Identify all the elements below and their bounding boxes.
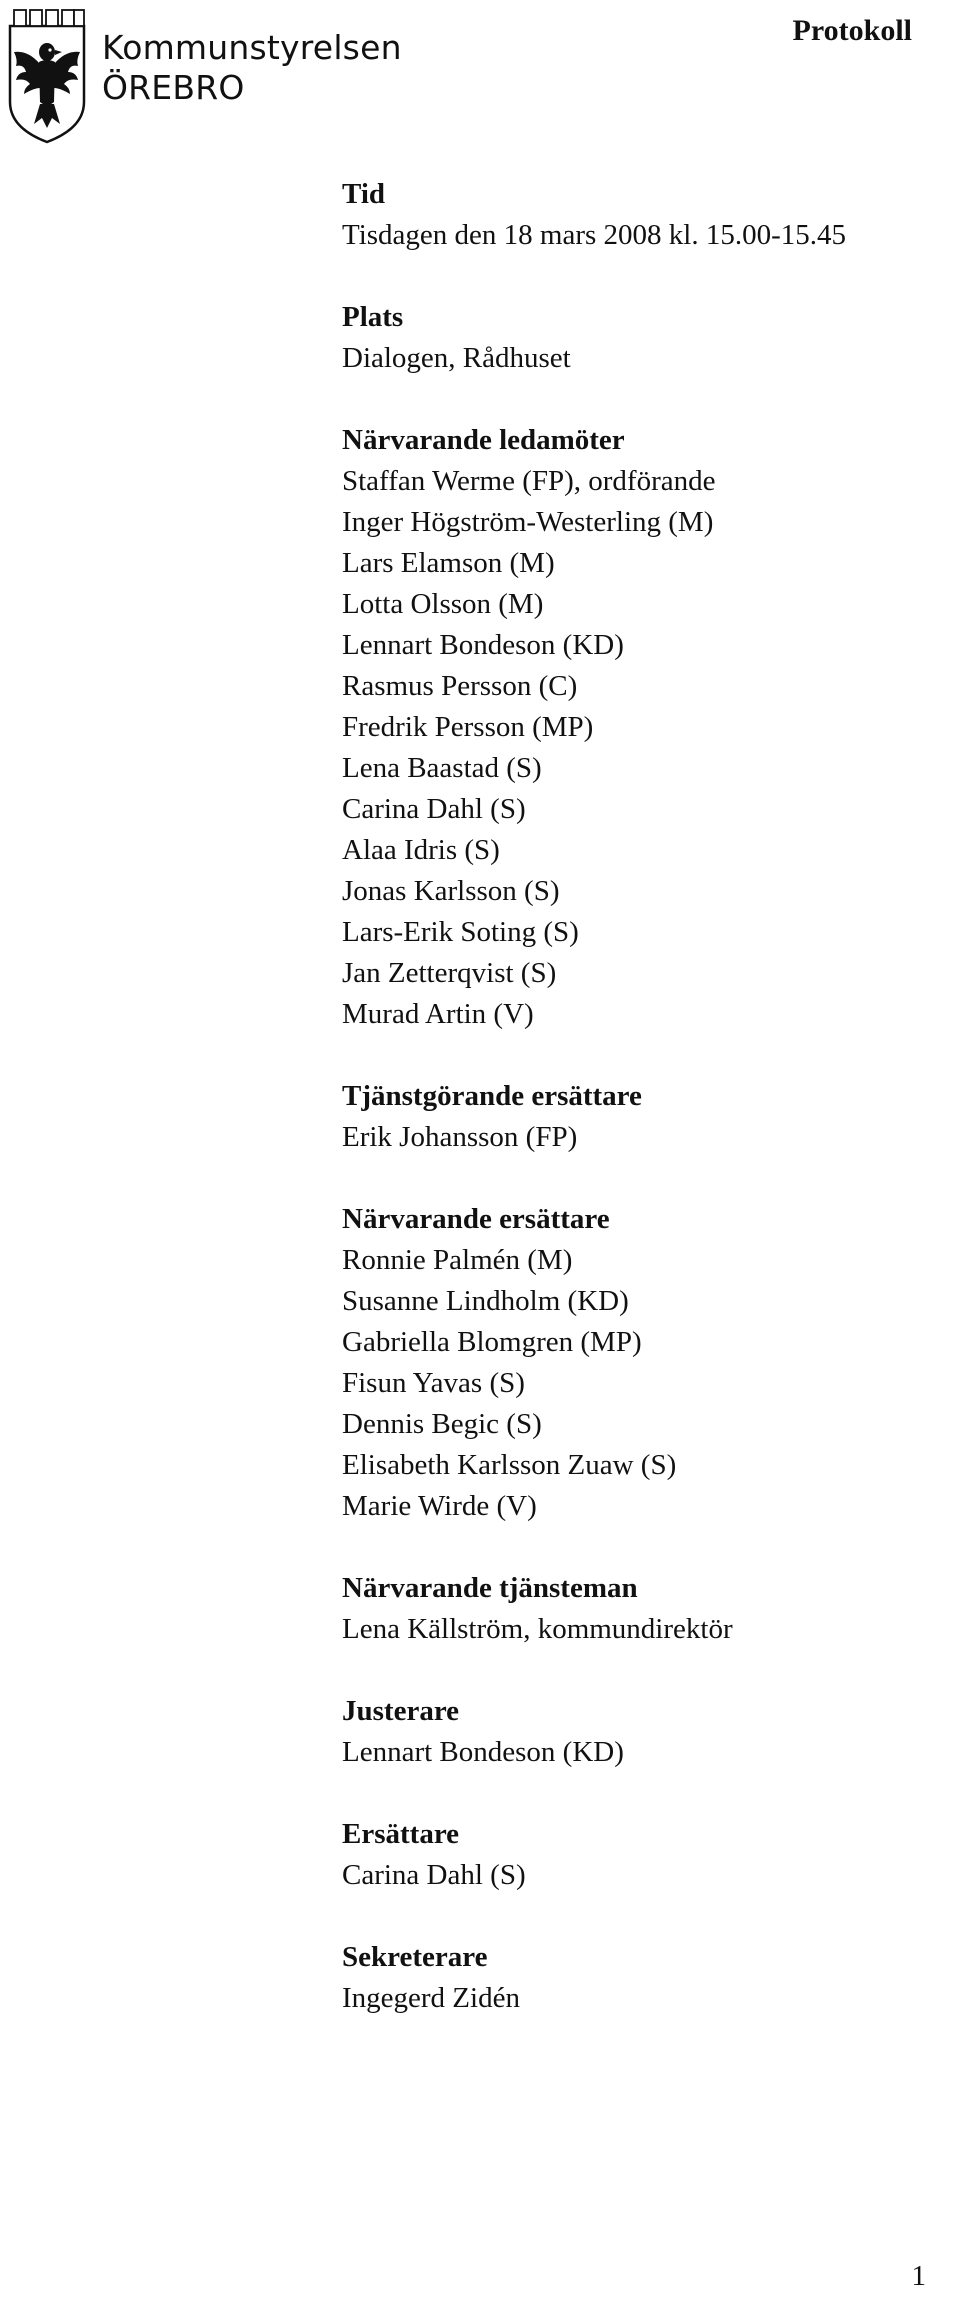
member-line: Ronnie Palmén (M) (342, 1244, 573, 1276)
logo (4, 6, 404, 146)
member-line: Rasmus Persson (C) (342, 670, 578, 702)
section-heading: Närvarande ledamöter (342, 424, 625, 456)
document-type: Protokoll (792, 14, 912, 47)
section-heading: Plats (342, 301, 404, 333)
member-line: Fredrik Persson (MP) (342, 711, 594, 743)
member-line: Ingegerd Zidén (342, 1982, 520, 2014)
member-line: Carina Dahl (S) (342, 793, 526, 825)
section-tid (342, 174, 942, 256)
section-plats (342, 297, 942, 379)
section-line: Dialogen, Rådhuset (342, 342, 571, 374)
member-line: Lotta Olsson (M) (342, 588, 544, 620)
section-sekreterare (342, 1937, 942, 2019)
member-line: Gabriella Blomgren (MP) (342, 1326, 642, 1358)
member-line: Erik Johansson (FP) (342, 1121, 578, 1153)
section-heading: Sekreterare (342, 1941, 488, 1973)
member-line: Jonas Karlsson (S) (342, 875, 560, 907)
organisation-line-2: ÖREBRO (102, 68, 245, 107)
member-line: Fisun Yavas (S) (342, 1367, 525, 1399)
member-line: Lena Baastad (S) (342, 752, 542, 784)
member-line: Lars-Erik Soting (S) (342, 916, 579, 948)
section-heading: Närvarande tjänsteman (342, 1572, 638, 1604)
page-header (0, 0, 960, 150)
section-narvarande-tjansteman (342, 1568, 942, 1650)
page-number: 1 (911, 2260, 926, 2292)
orebro-crest-icon (4, 6, 90, 146)
section-narvarande-ersattare (342, 1199, 942, 1527)
member-line: Elisabeth Karlsson Zuaw (S) (342, 1449, 677, 1481)
member-line: Murad Artin (V) (342, 998, 534, 1030)
section-heading: Närvarande ersättare (342, 1203, 610, 1235)
member-line: Marie Wirde (V) (342, 1490, 537, 1522)
member-line: Carina Dahl (S) (342, 1859, 526, 1891)
member-line: Alaa Idris (S) (342, 834, 500, 866)
member-line: Lars Elamson (M) (342, 547, 555, 579)
section-narvarande-ledamoter (342, 420, 942, 1035)
member-line: Susanne Lindholm (KD) (342, 1285, 629, 1317)
section-heading: Tid (342, 178, 386, 210)
section-heading: Tjänstgörande ersättare (342, 1080, 642, 1112)
member-line: Lennart Bondeson (KD) (342, 1736, 624, 1768)
member-line: Inger Högström-Westerling (M) (342, 506, 714, 538)
member-line: Jan Zetterqvist (S) (342, 957, 557, 989)
organisation-line-1: Kommunstyrelsen (102, 28, 402, 67)
section-ersattare (342, 1814, 942, 1896)
protocol-body (342, 174, 942, 2060)
organisation-name (102, 28, 402, 108)
member-line: Lennart Bondeson (KD) (342, 629, 624, 661)
section-justerare (342, 1691, 942, 1773)
member-line: Lena Källström, kommundirektör (342, 1613, 733, 1645)
section-tjanstgorande-ersattare (342, 1076, 942, 1158)
section-heading: Justerare (342, 1695, 460, 1727)
member-line: Staffan Werme (FP), ordförande (342, 465, 716, 497)
member-line: Dennis Begic (S) (342, 1408, 542, 1440)
section-line: Tisdagen den 18 mars 2008 kl. 15.00-15.45 (342, 219, 846, 251)
section-heading: Ersättare (342, 1818, 460, 1850)
